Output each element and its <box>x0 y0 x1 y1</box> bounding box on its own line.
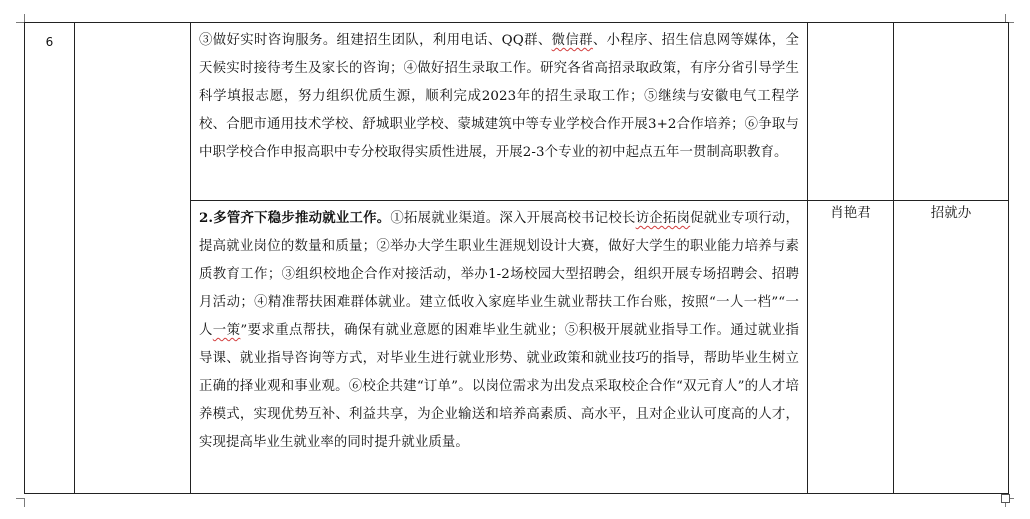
content-cell-employment[interactable] <box>191 201 808 494</box>
department-cell-upper[interactable] <box>894 23 1009 201</box>
admissions-text-part-1: ③做好实时咨询服务。组建招生团队，利用电话、QQ群、 <box>199 33 552 48</box>
spellcheck-word-wechat: 微信群 <box>551 33 593 48</box>
spellcheck-word-policy: 一策 <box>212 323 241 338</box>
admissions-paragraph <box>191 23 807 167</box>
row-number-cell[interactable] <box>25 23 75 494</box>
employment-text-part-3: ”要求重点帮扶，确保有就业意愿的困难毕业生就业；⑤积极开展就业指导工作。通过就业指导课、就业指导咨询等方式，对毕业生进行就业形势、就业政策和就业技巧的指导，帮助毕业生树立正确的择业观和事业观。⑥校企共建“订单”。以岗位需求为出发点采取校企合作“双元育人”的人才培养模式，实现优势互补、利益共享，为企业输送和培养高素质、高水平，且对企业认可度高的人才，实现提高毕业生就业率的同时提升就业质量。 <box>199 323 799 450</box>
paragraph-end-mark-icon <box>1001 494 1010 503</box>
employment-heading: 2.多管齐下稳步推动就业工作。 <box>199 210 391 226</box>
employment-text-part-1: ①拓展就业渠道。深入开展高校书记校长 <box>390 211 636 226</box>
content-cell-admissions[interactable] <box>191 23 808 201</box>
spellcheck-word-visit: 访企拓岗 <box>635 211 691 226</box>
page-corner-mark-bottom-left <box>16 498 25 507</box>
employment-text-part-2: 促就业专项行动，提高就业岗位的数量和质量；②举办大学生职业生涯规划设计大赛，做好大学生的职业能力培养与素质教育工作；③组织校地企合作对接活动，举办1-2场校园大型招聘会，组织开展专场招聘会、招聘月活动；④精准帮扶困难群体就业。建立低收入家庭毕业生就业帮扶工作台账，按照“一人一档”“一人 <box>199 211 799 338</box>
employment-paragraph <box>191 201 807 457</box>
responsible-person: 肖艳君 <box>830 205 871 221</box>
department-name: 招就办 <box>930 205 972 221</box>
admissions-text-part-2: 、小程序、招生信息网等媒体，全天候实时接待考生及家长的咨询；④做好招生录取工作。研究各省高招录取政策，有序分省引导学生科学填报志愿，努力组织优质生源，顺利完成2023年的招生录取工作；⑤继续与安徽电气工程学校、合肥市通用技术学校、舒城职业学校、蒙城建筑中等专业学校合作开展3+2合作培养；⑥争取与中职学校合作申报高职中专分校取得实质性进展，开展2-3个专业的初中起点五年一贯制高职教育。 <box>199 33 799 160</box>
person-cell[interactable] <box>808 201 894 494</box>
department-cell[interactable] <box>894 201 1009 494</box>
table-row-first <box>25 23 1009 201</box>
row-number: 6 <box>45 35 54 49</box>
person-cell-upper[interactable] <box>808 23 894 201</box>
blank-cell[interactable] <box>75 23 191 494</box>
work-plan-table <box>24 22 1009 494</box>
